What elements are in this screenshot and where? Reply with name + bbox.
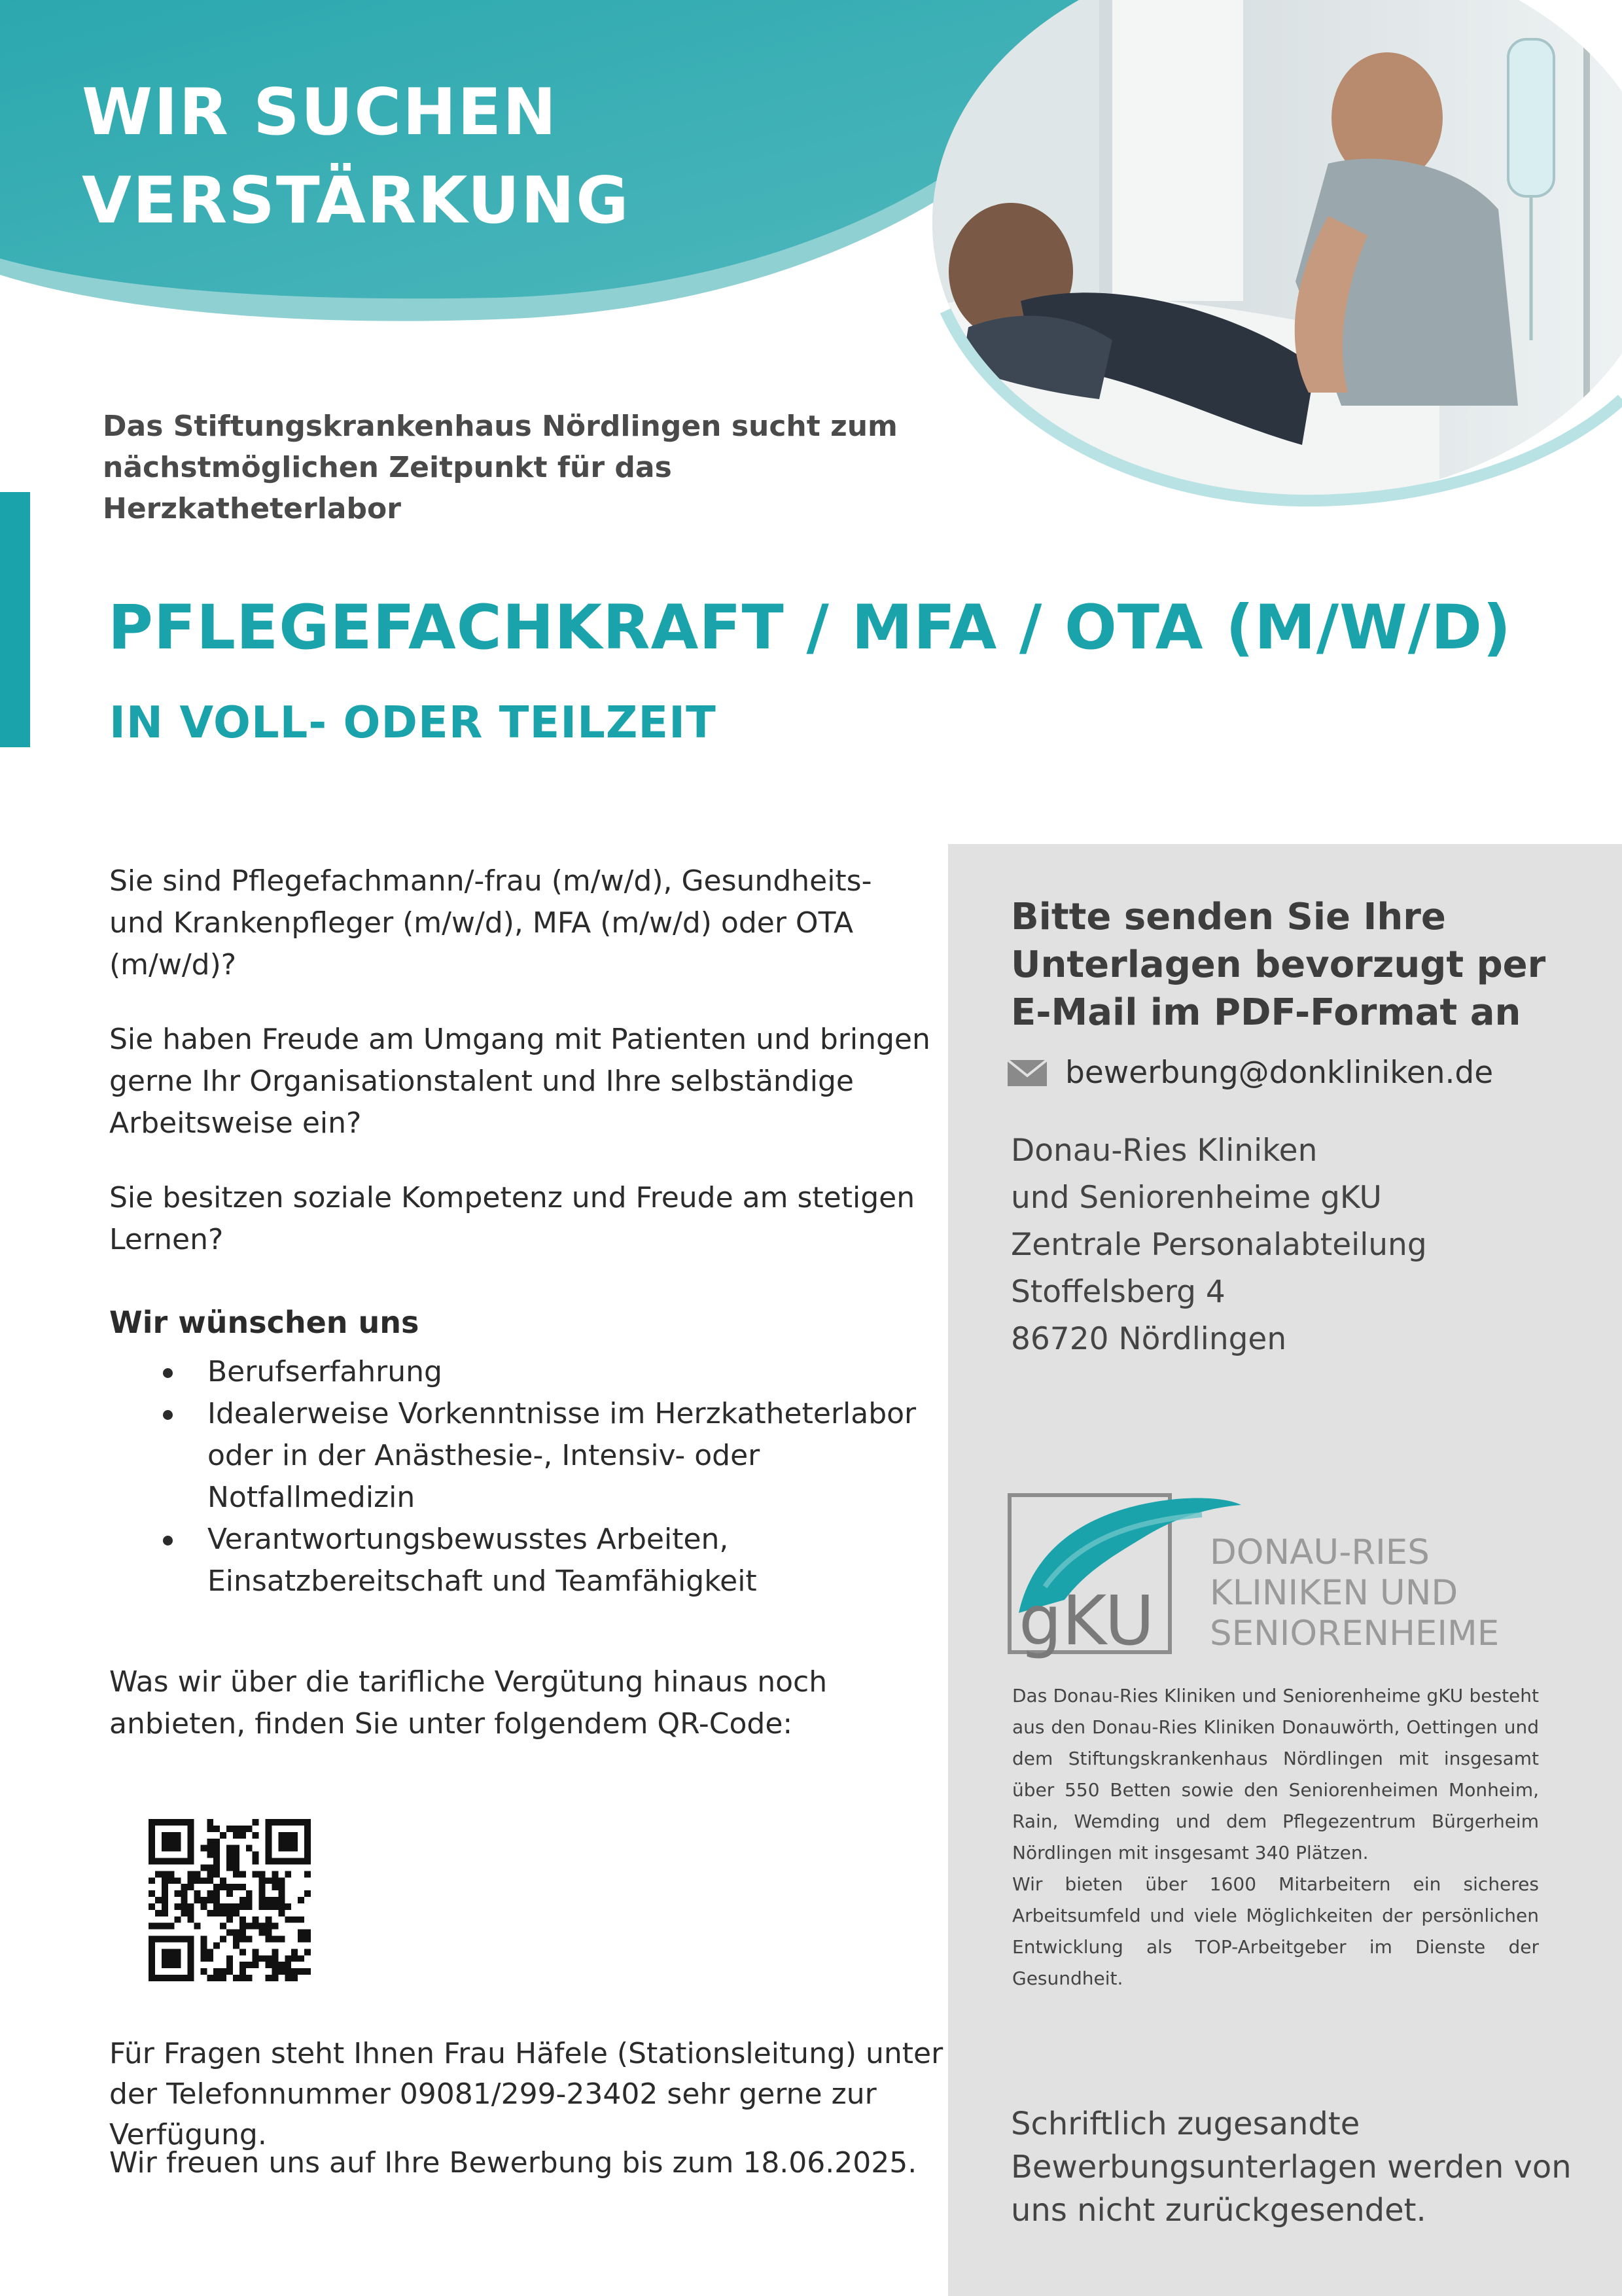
email-link[interactable]: bewerbung@donkliniken.de: [1065, 1055, 1494, 1091]
headline-line-2: VERSTÄRKUNG: [82, 164, 630, 238]
gku-logo: [1006, 1475, 1529, 1665]
headline-line-1: WIR SUCHEN: [82, 75, 558, 150]
headline: [82, 69, 630, 245]
address-line: Donau-Ries Kliniken: [1011, 1133, 1318, 1169]
wishes-list: [109, 1351, 934, 1602]
application-title: Bitte senden Sie Ihre Unterlagen bevorzugt per E-Mail im PDF-Format an: [1011, 896, 1546, 1034]
requirement-paragraph-1: Sie sind Pflegefachmann/-frau (m/w/d), Gesundheits- und Krankenpfleger (m/w/d), MFA (m/w/d) oder OTA (m/w/d)?: [109, 864, 872, 981]
left-column: [109, 860, 934, 1778]
wishes-title: Wir wünschen uns: [109, 1305, 419, 1340]
wish-item: Berufserfahrung: [109, 1351, 934, 1393]
logo-line-3: SENIORENHEIME: [1210, 1614, 1500, 1653]
side-accent-bar: [0, 492, 30, 747]
logo-line-2: KLINIKEN UND: [1210, 1573, 1458, 1613]
intro-line-1: Das Stiftungskrankenhaus Nördlingen sucht zum: [103, 410, 898, 443]
wish-item: Idealerweise Vorkenntnisse im Herzkatheterlabor oder in der Anästhesie-, Intensiv- oder Notfallmedizin: [109, 1393, 934, 1519]
logo-graphic: [1006, 1475, 1529, 1665]
wish-item: Verantwortungsbewusstes Arbeiten, Einsatzbereitschaft und Teamfähigkeit: [109, 1519, 934, 1602]
notice-text: Schriftlich zugesandte Bewerbungsunterlagen werden von uns nicht zurückgesendet.: [1011, 2106, 1572, 2229]
requirement-paragraph-3: Sie besitzen soziale Kompetenz und Freude am stetigen Lernen?: [109, 1181, 915, 1256]
benefits-text: Was wir über die tarifliche Vergütung hinaus noch anbieten, finden Sie unter folgendem QR-Code:: [109, 1665, 828, 1740]
intro-text: [103, 406, 953, 529]
intro-line-2: nächstmöglichen Zeitpunkt für das Herzkatheterlabor: [103, 451, 672, 525]
address-line: und Seniorenheime gKU: [1011, 1180, 1382, 1216]
about-text: [1012, 1680, 1539, 1994]
nurse-patient-photo: [916, 0, 1622, 523]
about-paragraph-1: Das Donau-Ries Kliniken und Seniorenheime gKU besteht aus den Donau-Ries Kliniken Donauwörth, Oettingen und dem Stiftungskrankenhaus Nördlingen mit insgesamt über 550 Betten sowie den Seniorenheimen Monheim, Rain, Wemding und dem Pflegezentrum Bürgerheim Nördlingen mit insgesamt 340 Plätzen.: [1012, 1685, 1539, 1863]
envelope-icon: [1008, 1060, 1047, 1086]
about-paragraph-2: Wir bieten über 1600 Mitarbeitern ein sicheres Arbeitsumfeld und viele Möglichkeiten der persönlichen Entwicklung als TOP-Arbeitgeber im Dienste der Gesundheit.: [1012, 1873, 1539, 1989]
job-subtitle: IN VOLL- ODER TEILZEIT: [109, 697, 716, 748]
postal-address: [1011, 1127, 1427, 1363]
qr-code-graphic: [149, 1819, 311, 1981]
address-line: Stoffelsberg 4: [1011, 1274, 1225, 1310]
closing-text: Wir freuen uns auf Ihre Bewerbung bis zum 18.06.2025.: [109, 2146, 917, 2180]
contact-question: Für Fragen steht Ihnen Frau Häfele (Stationsleitung) unter der Telefonnummer 09081/299-23402 sehr gerne zur Verfügung.: [109, 2037, 943, 2151]
logo-mark: gKU: [1019, 1581, 1155, 1661]
requirement-paragraph-2: Sie haben Freude am Umgang mit Patienten und bringen gerne Ihr Organisationstalent und Ihre selbständige Arbeitsweise ein?: [109, 1023, 930, 1140]
address-line: 86720 Nördlingen: [1011, 1321, 1287, 1357]
job-title: PFLEGEFACHKRAFT / MFA / OTA (M/W/D): [108, 592, 1512, 663]
logo-line-1: DONAU-RIES: [1210, 1532, 1430, 1572]
address-line: Zentrale Personalabteilung: [1011, 1227, 1427, 1263]
qr-code[interactable]: [149, 1819, 311, 1981]
email-row[interactable]: [1008, 1055, 1493, 1091]
